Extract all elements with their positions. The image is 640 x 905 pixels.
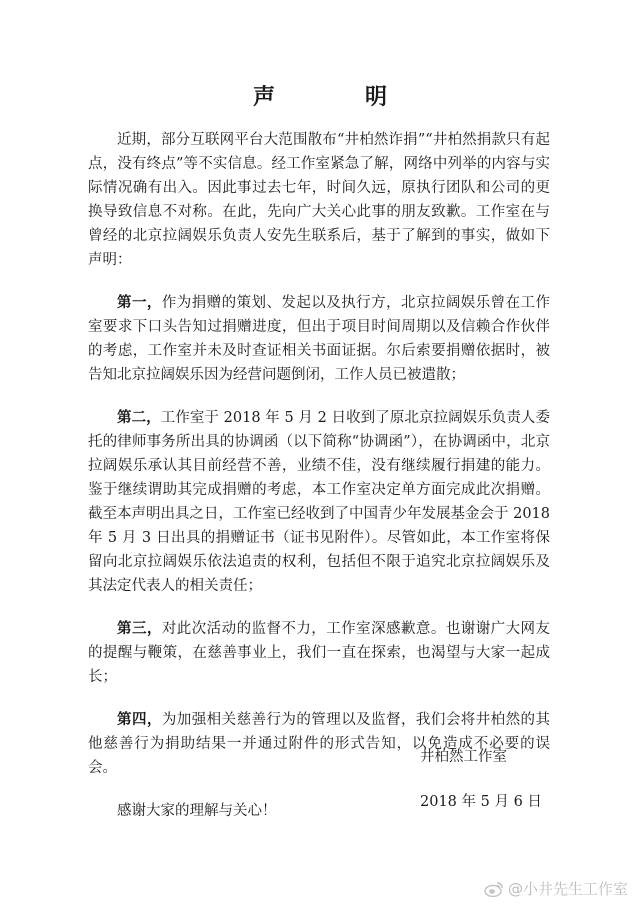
weibo-logo-icon xyxy=(484,881,504,897)
paragraph-lead: 第三， xyxy=(117,621,162,637)
paragraph-text: 为加强相关慈善行为的管理以及监督，我们会将井柏然的其他慈善行为捐助结果一并通过附件的形式告知，以免造成不必要的误会。 xyxy=(88,712,551,776)
closing-line: 感谢大家的理解与关心！ xyxy=(117,803,277,819)
paragraph-fourth xyxy=(88,708,550,780)
paragraph-intro xyxy=(88,128,550,272)
paragraph-text: 对此次活动的监督不力，工作室深感歉意。也谢谢广大网友的提醒与鞭策，在慈善事业上，我们一直在探索，也渴望与大家一起成长； xyxy=(88,621,551,685)
weibo-watermark xyxy=(484,878,628,899)
paragraph-first xyxy=(88,291,550,387)
paragraph-lead: 第四， xyxy=(117,712,162,728)
paragraph-text: 作为捐赠的策划、发起以及执行方，北京拉阔娱乐曾在工作室要求下口头告知过捐赠进度，但出于项目时间周期以及信赖合作伙伴的考虑，工作室并未及时查证相关书面证据。尔后索要捐赠依据时，被告知北京拉阔娱乐因为经营问题倒闭，工作人员已被遣散； xyxy=(88,295,551,383)
paragraph-third xyxy=(88,617,550,689)
paragraph-lead: 第二， xyxy=(117,410,161,426)
watermark-text: @小井先生工作室 xyxy=(507,880,628,898)
paragraph-lead: 第一， xyxy=(117,295,162,311)
paragraph-text: 近期，部分互联网平台大范围散布“井柏然诈捐”“井柏然捐款只有起点，没有终点”等不实信息。经工作室紧急了解，网络中列举的内容与实际情况确有出入。因此事过去七年，时间久远，原执行团队和公司的更换导致信息不对称。在此，先向广大关心此事的朋友致歉。工作室在与曾经的北京拉阔娱乐负责人安先生联系后，基于了解到的事实，做如下声明： xyxy=(88,132,550,268)
statement-body xyxy=(88,128,550,823)
statement-title: 声 明 xyxy=(252,85,421,110)
paragraph-second xyxy=(88,406,550,598)
signer-name: 井柏然工作室 xyxy=(420,749,507,765)
statement-date: 2018 年 5 月 6 日 xyxy=(420,794,542,810)
paragraph-text: 工作室于 2018 年 5 月 2 日收到了原北京拉阔娱乐负责人委托的律师事务所出具的协调函（以下简称“协调函”），在协调函中，北京拉阔娱乐承认其目前经营不善，业绩不佳，没有继续履行捐建的能力。鉴于继续谓助其完成捐赠的考虑，本工作室决定单方面完成此次捐赠。截至本声明出具之日，工作室已经收到了中国青少年发展基金会于 2018 年 5 月 3 日出具的捐赠证书（证书见附件）。尽管如此，本工作室将保留向北京拉阔娱乐依法追责的权利，包括但不限于追究北京拉阔娱乐及其法定代表人的相关责任； xyxy=(88,410,551,594)
